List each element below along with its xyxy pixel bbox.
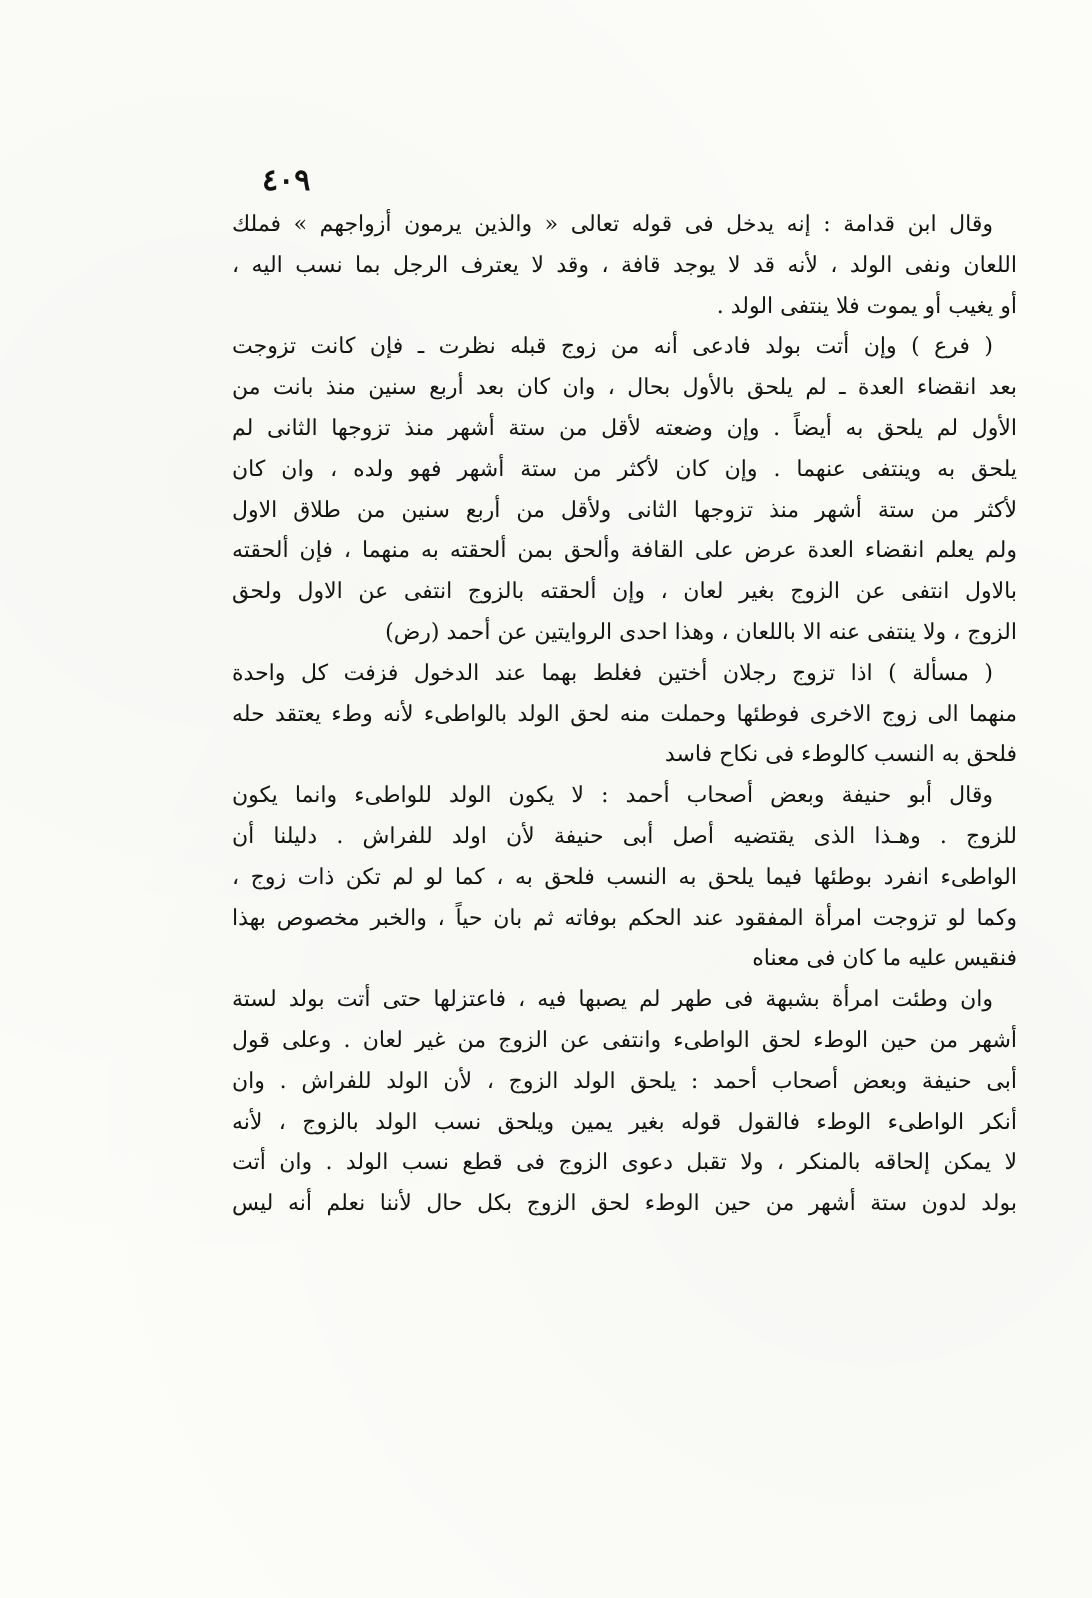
text-line: وقال ابن قدامة : إنه يدخل فى قوله تعالى « والذين يرمون أزواجهم » فملك (232, 212, 993, 237)
text-line: منهما الى زوج الاخرى فوطئها وحملت منه لحق الولد بالواطىء لأنه وطء يعتقد حله (232, 701, 1017, 727)
text-line: أنكر الواطىء الوطء فالقول قوله بغير يمين ويلحق نسب الولد بالزوج ، لأنه (232, 1109, 1017, 1135)
text-line: ولم يعلم انقضاء العدة عرض على القافة وألحق بمن ألحقته به منهما ، فإن ألحقته (232, 538, 1017, 564)
text-line: وقال أبو حنيفة وبعض أصحاب أحمد : لا يكون الولد للواطىء وانما يكون (232, 783, 993, 809)
text-line: فلحق به النسب كالوطء فى نكاح فاسد (664, 742, 1017, 768)
page-number: ٤٠٩ (262, 163, 311, 198)
text-line: لا يمكن إلحاقه بالمنكر ، ولا تقبل دعوى الزوج فى قطع نسب الولد . وان أتت (232, 1150, 1017, 1176)
text-line: ( مسألة ) اذا تزوج رجلان أختين فغلط بهما عند الدخول فزفت كل واحدة (232, 660, 993, 686)
text-line: فنقيس عليه ما كان فى معناه (752, 946, 1017, 972)
body-text (232, 205, 1017, 1225)
text-line: بولد لدون ستة أشهر من حين الوطء لحق الزوج بكل حال لأننا نعلم أنه ليس (232, 1191, 1017, 1217)
text-line: الواطىء انفرد بوطئها فيما يلحق به النسب فلحق به ، كما لو لم تكن ذات زوج ، (232, 864, 1017, 890)
text-line: بالاول انتفى عن الزوج بغير لعان ، وإن ألحقته بالزوج انتفى عن الاول ولحق (232, 579, 1017, 605)
text-line: الزوج ، ولا ينتفى عنه الا باللعان ، وهذا احدى الروايتين عن أحمد (رض) (385, 619, 1017, 645)
text-line: الأول لم يلحق به أيضاً . وإن وضعته لأقل من ستة أشهر منذ تزوجها الثانى لم (232, 415, 1017, 441)
text-line: أشهر من حين الوطء لحق الواطىء وانتفى عن الزوج من غير لعان . وعلى قول (232, 1027, 1017, 1053)
text-line: للزوج . وهـذا الذى يقتضيه أصل أبى حنيفة لأن اولد للفراش . دليلنا أن (232, 823, 1017, 849)
text-line: يلحق به وينتفى عنهما . وإن كان لأكثر من ستة أشهر فهو ولده ، وان كان (232, 456, 1017, 482)
text-line: ( فرع ) وإن أتت بولد فادعى أنه من زوج قبله نظرت ـ فإن كانت تزوجت (232, 334, 993, 360)
text-line: وكما لو تزوجت امرأة المفقود عند الحكم بوفاته ثم بان حياً ، والخبر مخصوص بهذا (232, 905, 1017, 931)
text-line: اللعان ونفى الولد ، لأنه قد لا يوجد قافة ، وقد لا يعترف الرجل بما نسب اليه ، (232, 252, 1017, 278)
text-line: أبى حنيفة وبعض أصحاب أحمد : يلحق الولد الزوج ، لأن الولد للفراش . وان (232, 1068, 1017, 1094)
text-line: بعد انقضاء العدة ـ لم يلحق بالأول بحال ، وان كان بعد أربع سنين منذ بانت من (232, 375, 1017, 401)
text-line: وان وطئت امرأة بشبهة فى طهر لم يصبها فيه ، فاعتزلها حتى أتت بولد لستة (232, 987, 993, 1013)
text-line: لأكثر من ستة أشهر منذ تزوجها الثانى ولأقل من أربع سنين من طلاق الاول (232, 497, 1017, 523)
text-line: أو يغيب أو يموت فلا ينتفى الولد . (716, 293, 1017, 319)
